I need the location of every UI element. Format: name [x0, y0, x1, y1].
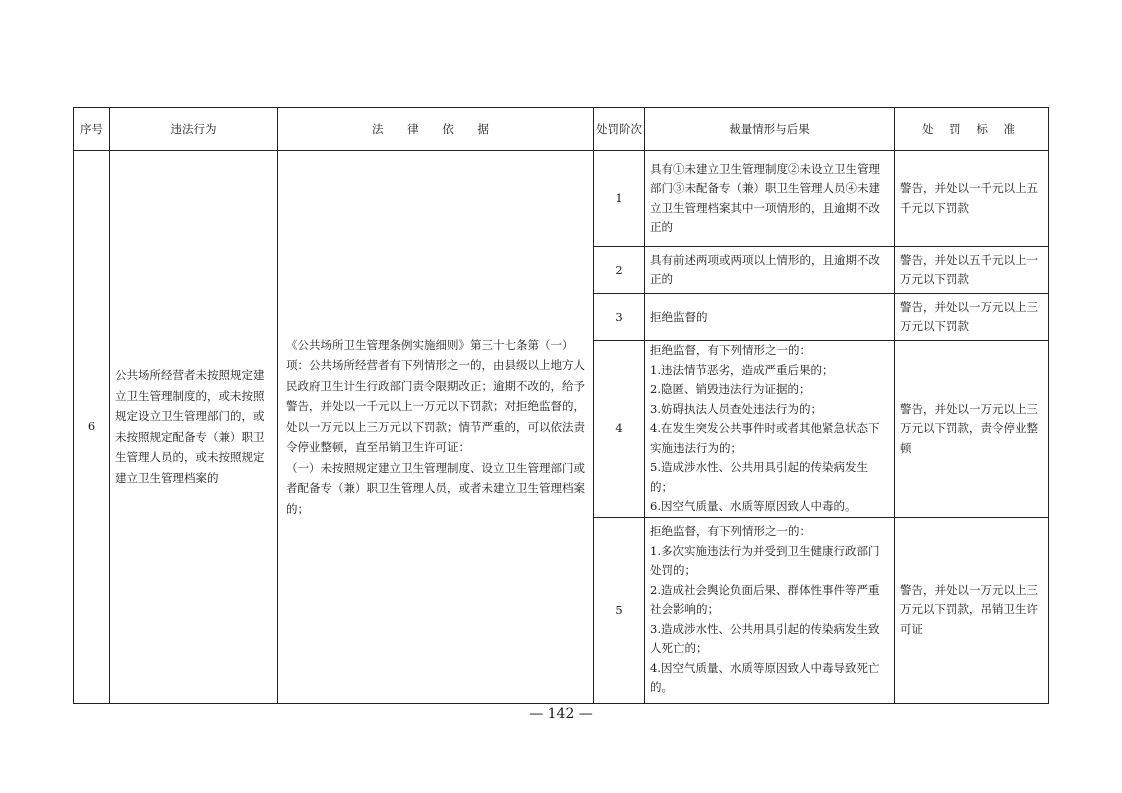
level-standard: 警告，并处以一万元以上三万元以下罚款，吊销卫生许可证	[895, 517, 1049, 703]
level-standard: 警告，并处以一千元以上五千元以下罚款	[895, 151, 1049, 247]
penalty-table	[73, 107, 1049, 704]
page-number: — 142 —	[529, 706, 593, 722]
header-circumstances: 裁量情形与后果	[645, 108, 895, 151]
level-standard: 警告，并处以一万元以上三万元以下罚款，责令停业整顿	[895, 341, 1049, 518]
header-punish-order: 处罚阶次	[594, 108, 645, 151]
row-violation: 公共场所经营者未按照规定建立卫生管理制度的，或未按照规定设立卫生管理部门的，或未按照规定配备专（兼）职卫生管理人员的，或未按照规定建立卫生管理档案的	[110, 151, 278, 704]
header-standard: 处 罚 标 准	[895, 108, 1049, 151]
level-circumstance: 拒绝监督，有下列情形之一的： 1.违法情节恶劣，造成严重后果的； 2.隐匿、销毁违法行为证据的； 3.妨碍执法人员查处违法行为的； 4.在发生突发公共事件时或者其他紧急状态下实施违法行为的； 5.造成涉水性、公共用具引起的传染病发生的； 6.因空气质量、水质等原因致人中毒的。	[645, 341, 895, 518]
header-violation: 违法行为	[110, 108, 278, 151]
header-legal-basis: 法 律 依 据	[278, 108, 594, 151]
level-standard: 警告，并处以五千元以上一万元以下罚款	[895, 247, 1049, 294]
row-seq: 6	[74, 151, 110, 704]
table-row	[74, 151, 1049, 247]
header-seq: 序号	[74, 108, 110, 151]
level-order: 3	[594, 294, 645, 341]
row-legal-basis: 《公共场所卫生管理条例实施细则》第三十七条第（一）项：公共场所经营者有下列情形之一的，由县级以上地方人民政府卫生计生行政部门责令限期改正；逾期不改的，给予警告，并处以一千元以上一万元以下罚款；对拒绝监督的，处以一万元以上三万元以下罚款；情节严重的，可以依法责令停业整顿，直至吊销卫生许可证： （一）未按照规定建立卫生管理制度、设立卫生管理部门或者配备专（兼）职卫生管理人员，或者未建立卫生管理档案的；	[278, 151, 594, 704]
level-order: 5	[594, 517, 645, 703]
level-circumstance: 拒绝监督，有下列情形之一的： 1.多次实施违法行为并受到卫生健康行政部门处罚的； 2.造成社会舆论负面后果、群体性事件等严重社会影响的； 3.造成涉水性、公共用具引起的传染病发生致人死亡的； 4.因空气质量、水质等原因致人中毒导致死亡的。	[645, 517, 895, 703]
level-order: 1	[594, 151, 645, 247]
level-order: 2	[594, 247, 645, 294]
level-standard: 警告，并处以一万元以上三万元以下罚款	[895, 294, 1049, 341]
level-order: 4	[594, 341, 645, 518]
header-row	[74, 108, 1049, 151]
level-circumstance: 拒绝监督的	[645, 294, 895, 341]
level-circumstance: 具有①未建立卫生管理制度②未设立卫生管理部门③未配备专（兼）职卫生管理人员④未建立卫生管理档案其中一项情形的，且逾期不改正的	[645, 151, 895, 247]
level-circumstance: 具有前述两项或两项以上情形的，且逾期不改正的	[645, 247, 895, 294]
